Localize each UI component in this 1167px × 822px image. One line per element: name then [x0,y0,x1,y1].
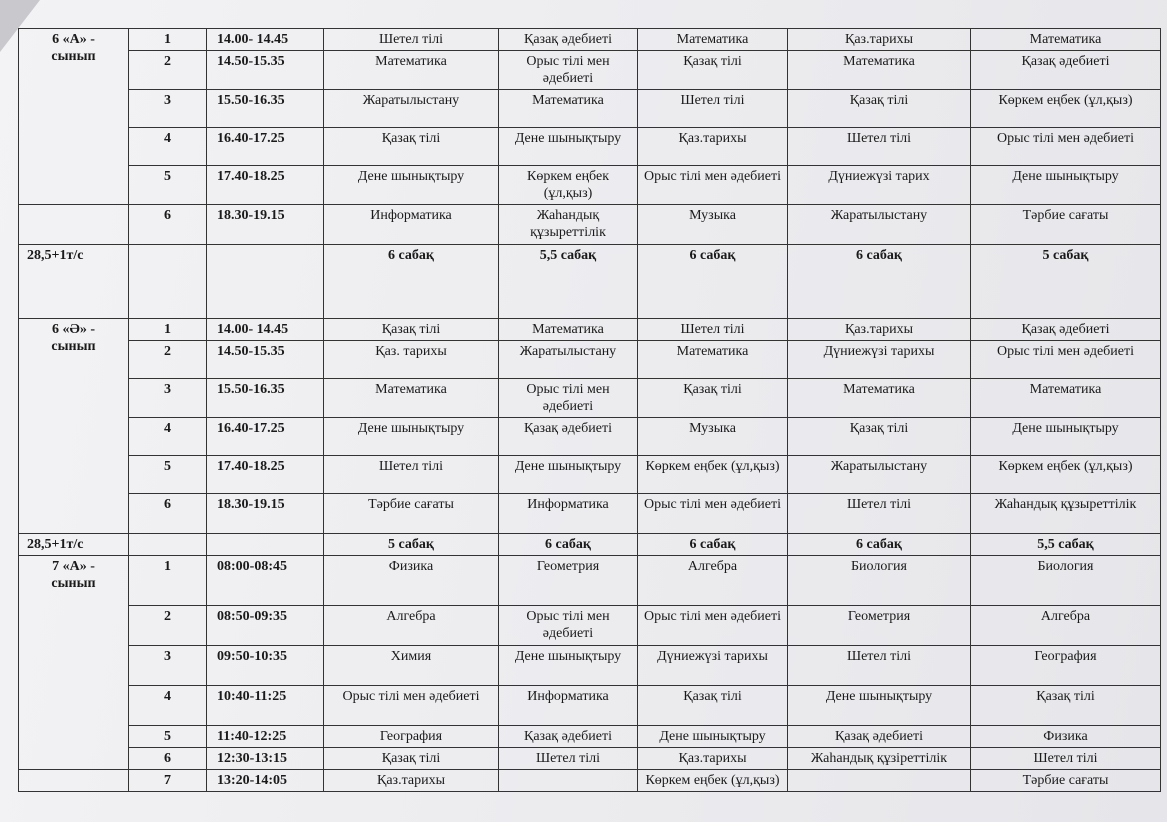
table-cell: Дене шынықтыру [499,128,638,166]
table-cell: 08:00-08:45 [207,556,324,606]
table-cell: Қазақ тілі [971,686,1161,726]
table-cell: 15.50-16.35 [207,379,324,418]
table-cell: Дене шынықтыру [971,418,1161,456]
table-cell: Қазақ тілі [638,686,788,726]
table-cell: 4 [129,686,207,726]
table-cell: Қаз.тарихы [324,770,499,792]
table-cell: Жаратылыстану [788,456,971,494]
class-cell: 6 «Ә» - сынып [19,319,129,534]
table-cell: 1 [129,29,207,51]
table-cell: Орыс тілі мен әдебиеті [971,128,1161,166]
table-cell: Жаһандық құзіреттілік [788,748,971,770]
table-cell: 5 [129,166,207,205]
table-cell: 28,5+1т/с [19,245,129,319]
empty-cell [19,770,129,792]
table-cell: 5 [129,456,207,494]
table-cell: Қаз.тарихы [638,748,788,770]
schedule-table [18,28,1161,792]
table-cell: 3 [129,646,207,686]
table-cell: Биология [971,556,1161,606]
table-row [19,51,1161,90]
table-cell: 5 сабақ [971,245,1161,319]
table-cell: Шетел тілі [788,494,971,534]
table-cell: Қазақ тілі [638,51,788,90]
table-cell: Математика [499,319,638,341]
table-cell: 17.40-18.25 [207,166,324,205]
table-cell: Дене шынықтыру [971,166,1161,205]
table-cell: 6 сабақ [638,534,788,556]
table-cell: 08:50-09:35 [207,606,324,646]
table-cell: 14.00- 14.45 [207,29,324,51]
table-row [19,166,1161,205]
table-cell: 5 [129,726,207,748]
table-cell: Шетел тілі [324,29,499,51]
table-cell: Тәрбие сағаты [971,205,1161,245]
table-cell: 6 сабақ [499,534,638,556]
table-cell: 2 [129,51,207,90]
table-cell: 6 сабақ [788,245,971,319]
table-cell: Дүниежүзі тарихы [638,646,788,686]
table-cell: 5,5 сабақ [499,245,638,319]
table-cell: Дене шынықтыру [499,456,638,494]
table-cell: Қазақ тілі [638,379,788,418]
table-cell: 10:40-11:25 [207,686,324,726]
table-cell: 2 [129,606,207,646]
table-cell: 18.30-19.15 [207,494,324,534]
table-cell: Шетел тілі [638,90,788,128]
table-row [19,319,1161,341]
table-row [19,29,1161,51]
table-cell: 1 [129,556,207,606]
table-cell: Физика [971,726,1161,748]
table-cell: Жаратылыстану [788,205,971,245]
table-cell: 09:50-10:35 [207,646,324,686]
empty-cell [207,245,324,319]
table-cell: Шетел тілі [971,748,1161,770]
table-cell: 18.30-19.15 [207,205,324,245]
table-row [19,686,1161,726]
table-row [19,90,1161,128]
table-cell: Дене шынықтыру [788,686,971,726]
table-cell: 3 [129,90,207,128]
table-row [19,770,1161,792]
table-cell: Орыс тілі мен әдебиеті [638,606,788,646]
table-cell: Математика [499,90,638,128]
table-cell: 14.50-15.35 [207,51,324,90]
table-cell: Шетел тілі [499,748,638,770]
table-cell: 16.40-17.25 [207,418,324,456]
table-cell: 15.50-16.35 [207,90,324,128]
table-row [19,128,1161,166]
table-cell: 11:40-12:25 [207,726,324,748]
table-cell: Шетел тілі [324,456,499,494]
table-cell [499,770,638,792]
table-cell: Орыс тілі мен әдебиеті [971,341,1161,379]
table-cell: 17.40-18.25 [207,456,324,494]
table-cell: Информатика [499,494,638,534]
table-cell: Көркем еңбек (ұл,қыз) [971,456,1161,494]
table-cell: 1 [129,319,207,341]
table-cell: Геометрия [788,606,971,646]
table-cell: Көркем еңбек (ұл,қыз) [638,456,788,494]
table-cell: Қазақ әдебиеті [971,319,1161,341]
table-cell: Шетел тілі [788,128,971,166]
table-row [19,205,1161,245]
table-cell: Физика [324,556,499,606]
table-cell: Орыс тілі мен әдебиеті [638,494,788,534]
table-cell: 4 [129,418,207,456]
table-cell: Музыка [638,205,788,245]
table-cell: Жаһандық құзыреттілік [499,205,638,245]
table-cell: 6 сабақ [788,534,971,556]
table-cell: Қазақ әдебиеті [499,29,638,51]
table-cell: Информатика [499,686,638,726]
table-cell: Жаратылыстану [324,90,499,128]
table-cell: Орыс тілі мен әдебиеті [638,166,788,205]
table-cell: 16.40-17.25 [207,128,324,166]
table-cell: Тәрбие сағаты [971,770,1161,792]
table-cell: Алгебра [971,606,1161,646]
table-cell: 7 [129,770,207,792]
table-cell: Музыка [638,418,788,456]
table-cell: Биология [788,556,971,606]
table-cell: 12:30-13:15 [207,748,324,770]
table-cell: Алгебра [638,556,788,606]
table-row [19,646,1161,686]
table-row [19,456,1161,494]
table-row [19,748,1161,770]
table-cell: 14.00- 14.45 [207,319,324,341]
table-cell: Математика [971,379,1161,418]
table-cell: Орыс тілі мен әдебиеті [324,686,499,726]
table-cell: Математика [324,379,499,418]
table-cell: 5 сабақ [324,534,499,556]
table-cell: Қазақ тілі [324,319,499,341]
table-cell: География [324,726,499,748]
table-row [19,556,1161,606]
table-cell: 6 [129,494,207,534]
table-cell: Қаз.тарихы [638,128,788,166]
table-cell: Математика [638,341,788,379]
table-cell: Математика [788,51,971,90]
empty-cell [19,205,129,245]
table-cell: Дүниежүзі тарихы [788,341,971,379]
table-cell: Математика [324,51,499,90]
table-cell: Қазақ әдебиеті [499,418,638,456]
table-cell: Дене шынықтыру [324,166,499,205]
table-cell: Қаз. тарихы [324,341,499,379]
table-cell: Көркем еңбек (ұл,қыз) [499,166,638,205]
table-cell: Дене шынықтыру [499,646,638,686]
table-cell: 6 сабақ [638,245,788,319]
table-cell: Орыс тілі мен әдебиеті [499,51,638,90]
table-cell: Алгебра [324,606,499,646]
table-cell: Математика [788,379,971,418]
empty-cell [129,534,207,556]
totals-row [19,245,1161,319]
table-cell: География [971,646,1161,686]
table-cell: Шетел тілі [788,646,971,686]
table-cell: Қазақ әдебиеті [971,51,1161,90]
table-cell: Қазақ тілі [788,90,971,128]
table-row [19,606,1161,646]
table-cell: Көркем еңбек (ұл,қыз) [638,770,788,792]
table-cell: 4 [129,128,207,166]
table-cell: Қазақ тілі [788,418,971,456]
table-cell [788,770,971,792]
table-cell: Математика [638,29,788,51]
table-cell: Жаһандық құзыреттілік [971,494,1161,534]
table-cell: 28,5+1т/с [19,534,129,556]
class-cell: 7 «А» - сынып [19,556,129,770]
table-cell: 6 [129,205,207,245]
table-cell: Дене шынықтыру [638,726,788,748]
empty-cell [129,245,207,319]
table-cell: Жаратылыстану [499,341,638,379]
table-cell: 14.50-15.35 [207,341,324,379]
class-cell: 6 «А» - сынып [19,29,129,205]
table-row [19,341,1161,379]
table-cell: Геометрия [499,556,638,606]
table-cell: Тәрбие сағаты [324,494,499,534]
empty-cell [207,534,324,556]
table-cell: 13:20-14:05 [207,770,324,792]
table-cell: Қазақ тілі [324,748,499,770]
table-cell: 6 сабақ [324,245,499,319]
table-cell: Математика [971,29,1161,51]
table-cell: Химия [324,646,499,686]
table-row [19,494,1161,534]
table-row [19,379,1161,418]
table-cell: Орыс тілі мен әдебиеті [499,606,638,646]
table-cell: Дене шынықтыру [324,418,499,456]
table-cell: 6 [129,748,207,770]
table-cell: Қазақ тілі [324,128,499,166]
table-cell: Көркем еңбек (ұл,қыз) [971,90,1161,128]
table-cell: Дүниежүзі тарих [788,166,971,205]
table-row [19,726,1161,748]
table-row [19,418,1161,456]
table-cell: 3 [129,379,207,418]
table-cell: 2 [129,341,207,379]
table-cell: Шетел тілі [638,319,788,341]
table-cell: Информатика [324,205,499,245]
table-cell: Қаз.тарихы [788,29,971,51]
table-cell: Қаз.тарихы [788,319,971,341]
table-cell: Қазақ әдебиеті [499,726,638,748]
table-cell: Орыс тілі мен әдебиеті [499,379,638,418]
table-cell: Қазақ әдебиеті [788,726,971,748]
table-cell: 5,5 сабақ [971,534,1161,556]
totals-row [19,534,1161,556]
